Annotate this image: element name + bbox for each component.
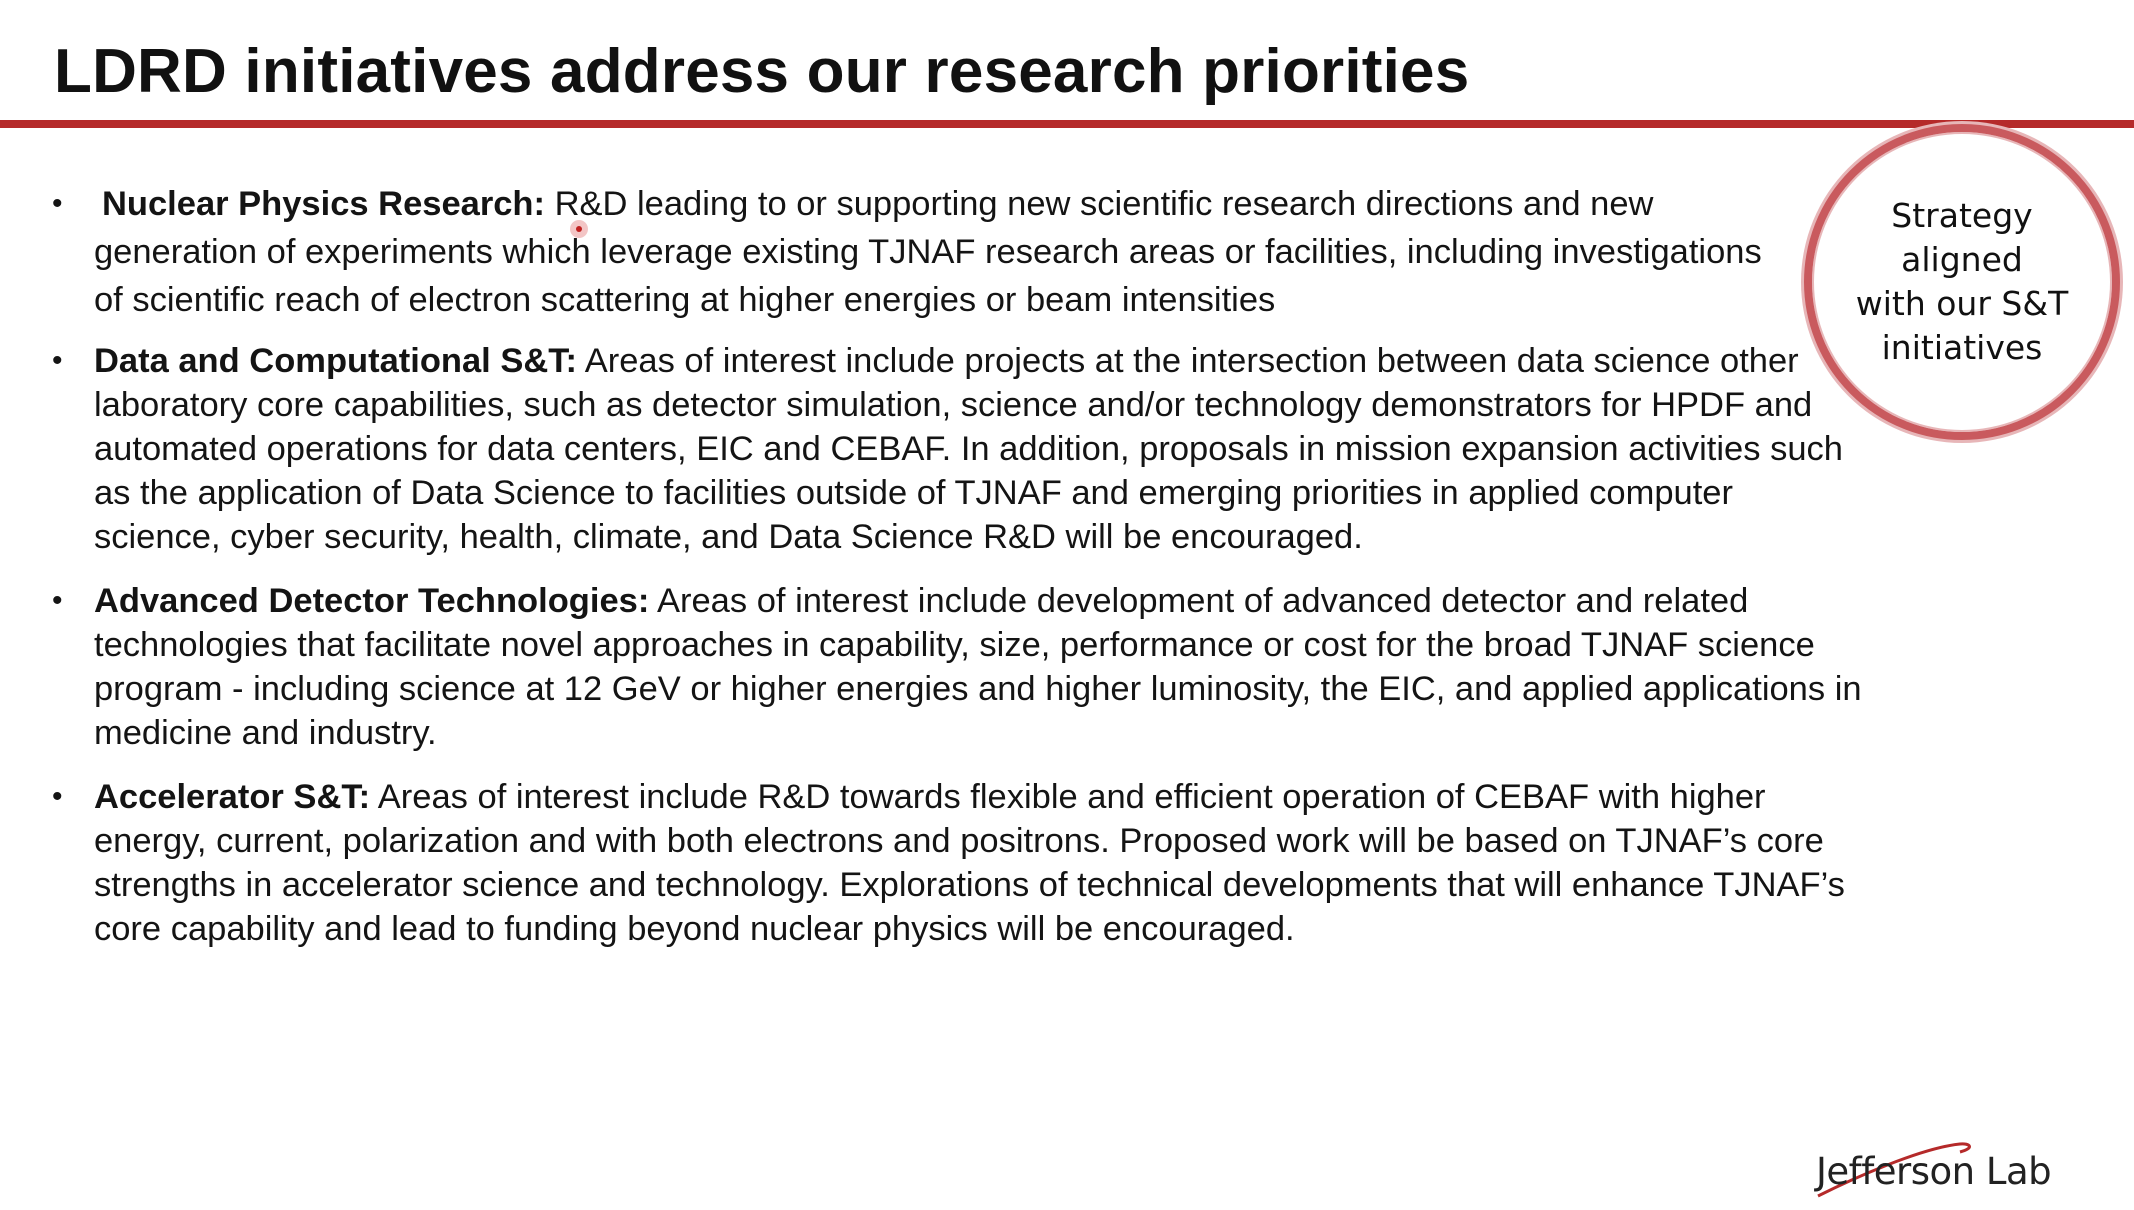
bullet-text: R&D leading to or supporting new scientific research directions and new generation of experiments which leverage existing TJNAF research areas or facilities, including investigations of scientific reach of electron scattering at higher energies or beam intensities (94, 185, 1762, 319)
slide-title: LDRD initiatives address our research priorities (54, 37, 1470, 106)
bullet-icon: • (52, 344, 63, 377)
bullet-item-accelerator (52, 775, 1874, 951)
jefferson-lab-logo (1810, 1140, 2060, 1200)
pointer-cursor-icon (570, 220, 588, 238)
bullet-list (52, 180, 1862, 951)
bullet-heading: Advanced Detector Technologies: (94, 582, 650, 620)
bullet-text: Areas of interest include projects at the intersection between data science other laboratory core capabilities, such as detector simulation, science and/or technology demonstrators for HPDF and automated operations for data centers, EIC and CEBAF. In addition, proposals in mission expansion activities such as the application of Data Science to facilities outside of TJNAF and emerging priorities in applied computer science, cyber security, health, climate, and Data Science R&D will be encouraged. (94, 342, 1843, 556)
callout-line: initiatives (1881, 328, 2043, 367)
bullet-heading: Data and Computational S&T: (94, 342, 578, 380)
bullet-text: Areas of interest include development of advanced detector and related technologies that facilitate novel approaches in capability, size, performance or cost for the broad TJNAF science program - including science at 12 GeV or higher energies and higher luminosity, the EIC, and applied applications in medicine and industry. (94, 582, 1862, 752)
bullet-item-nuclear-physics (52, 180, 1794, 324)
logo-text: Jefferson Lab (1816, 1150, 2052, 1193)
strategy-callout-circle (1804, 124, 2120, 440)
bullet-icon: • (52, 780, 63, 813)
bullet-heading: Nuclear Physics Research: (102, 185, 545, 223)
bullet-heading: Accelerator S&T: (94, 778, 371, 816)
strategy-callout-text (1847, 194, 2077, 370)
bullet-text: Areas of interest include R&D towards flexible and efficient operation of CEBAF with higher energy, current, polarization and with both electrons and positrons. Proposed work will be based on TJNAF’s core strengths in accelerator science and technology. Explorations of technical developments that will enhance TJNAF’s core capability and lead to funding beyond nuclear physics will be encouraged. (94, 778, 1845, 948)
callout-line: aligned (1901, 240, 2023, 279)
bullet-icon: • (52, 187, 63, 220)
bullet-item-detector-technologies (52, 579, 1894, 755)
callout-line: with our S&T (1855, 284, 2069, 323)
callout-line: Strategy (1891, 196, 2033, 235)
title-divider (0, 120, 2134, 128)
bullet-icon: • (52, 584, 63, 617)
bullet-item-data-computational (52, 339, 1864, 559)
